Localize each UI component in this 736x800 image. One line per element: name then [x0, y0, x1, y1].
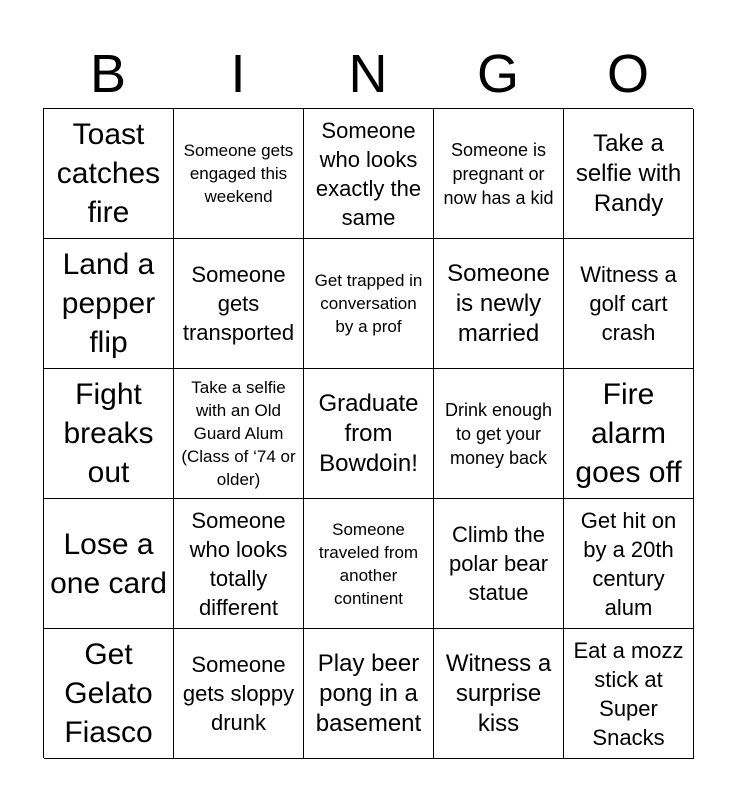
bingo-square[interactable] [44, 239, 174, 369]
square-text: Land a pepper flip [61, 248, 156, 359]
bingo-square[interactable] [564, 629, 694, 759]
bingo-square[interactable] [174, 499, 304, 629]
square-text: Someone traveled from another continent [318, 519, 419, 608]
bingo-square[interactable] [434, 239, 564, 369]
square-text: Fire alarm goes off [575, 378, 682, 489]
bingo-square[interactable] [44, 629, 174, 759]
bingo-square[interactable] [174, 239, 304, 369]
header-letter-o: O [606, 44, 649, 104]
square-text: Toast catches fire [56, 118, 161, 229]
bingo-square[interactable] [44, 109, 174, 239]
bingo-square[interactable] [304, 499, 434, 629]
bingo-square[interactable] [44, 369, 174, 499]
square-text: Witness a golf cart crash [580, 262, 677, 345]
bingo-square[interactable] [434, 629, 564, 759]
square-text: Climb the polar bear statue [448, 522, 549, 605]
square-text: Eat a mozz stick at Super Snacks [573, 637, 684, 750]
square-text: Graduate from Bowdoin! [318, 389, 419, 477]
bingo-square[interactable] [434, 369, 564, 499]
bingo-square[interactable] [174, 369, 304, 499]
bingo-square[interactable] [434, 109, 564, 239]
header-letter-b: B [89, 44, 127, 104]
square-text: Take a selfie with an Old Guard Alum (Class of ‘74 or older) [181, 378, 296, 489]
square-text: Get Gelato Fiasco [64, 638, 153, 749]
square-text: Someone is newly married [447, 259, 550, 347]
bingo-square[interactable] [304, 109, 434, 239]
header-letter-n: N [348, 44, 388, 104]
square-text: Someone gets transported [182, 262, 295, 345]
bingo-square[interactable] [304, 369, 434, 499]
square-text: Lose a one card [50, 527, 167, 600]
bingo-square[interactable] [174, 629, 304, 759]
square-text: Someone is pregnant or now has a kid [443, 139, 554, 208]
bingo-square[interactable] [174, 109, 304, 239]
header-letter-i: I [230, 44, 246, 104]
square-text: Someone who looks totally different [189, 507, 288, 620]
square-text: Someone gets engaged this weekend [183, 141, 294, 206]
square-text: Get trapped in conversation by a prof [314, 271, 423, 336]
square-text: Take a selfie with Randy [575, 129, 682, 217]
square-text: Witness a surprise kiss [445, 649, 552, 737]
bingo-square[interactable] [564, 239, 694, 369]
bingo-square[interactable] [564, 369, 694, 499]
square-text: Fight breaks out [63, 378, 154, 489]
bingo-header [43, 40, 693, 108]
square-text: Drink enough to get your money back [444, 399, 553, 468]
square-text: Play beer pong in a basement [315, 649, 422, 737]
bingo-square[interactable] [564, 109, 694, 239]
header-letter-g: G [476, 44, 519, 104]
bingo-square[interactable] [434, 499, 564, 629]
square-text: Someone gets sloppy drunk [182, 652, 295, 735]
bingo-square[interactable] [304, 239, 434, 369]
square-text: Someone who looks exactly the same [315, 117, 422, 230]
bingo-square[interactable] [44, 499, 174, 629]
bingo-square[interactable] [564, 499, 694, 629]
square-text: Get hit on by a 20th century alum [580, 507, 677, 620]
bingo-square[interactable] [304, 629, 434, 759]
bingo-grid [43, 108, 693, 758]
